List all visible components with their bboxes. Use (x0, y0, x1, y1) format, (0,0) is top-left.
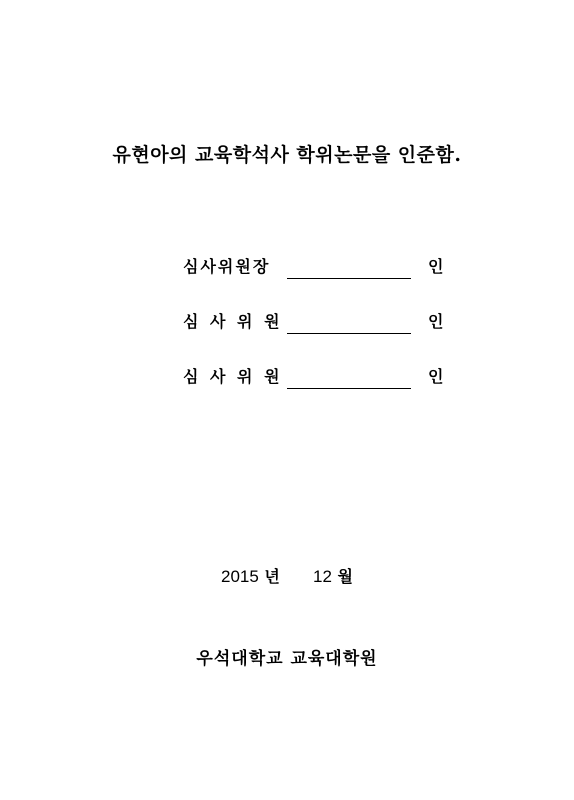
signature-row-chair (183, 255, 463, 281)
signature-block (183, 255, 463, 420)
school-name: 우석대학교 교육대학원 (196, 649, 378, 669)
approval-title: 유현아의 교육학석사 학위논문을 인준함. (112, 144, 462, 166)
signature-role: 심 사 위 원 (183, 312, 282, 331)
seal-mark: 인 (428, 257, 444, 276)
date-month-unit: 월 (337, 567, 353, 586)
date-month: 12 (313, 567, 332, 586)
seal-mark: 인 (428, 367, 444, 386)
date-year-unit: 년 (264, 567, 280, 586)
date-year: 2015 (221, 567, 259, 586)
signature-row-member-2 (183, 365, 463, 391)
signature-row-member-1 (183, 310, 463, 336)
signature-role: 심사위원장 (183, 257, 271, 276)
seal-mark: 인 (428, 312, 444, 331)
signature-line (287, 278, 411, 279)
signature-line (287, 333, 411, 334)
signature-line (287, 388, 411, 389)
approval-date (0, 564, 574, 587)
signature-role: 심 사 위 원 (183, 367, 282, 386)
